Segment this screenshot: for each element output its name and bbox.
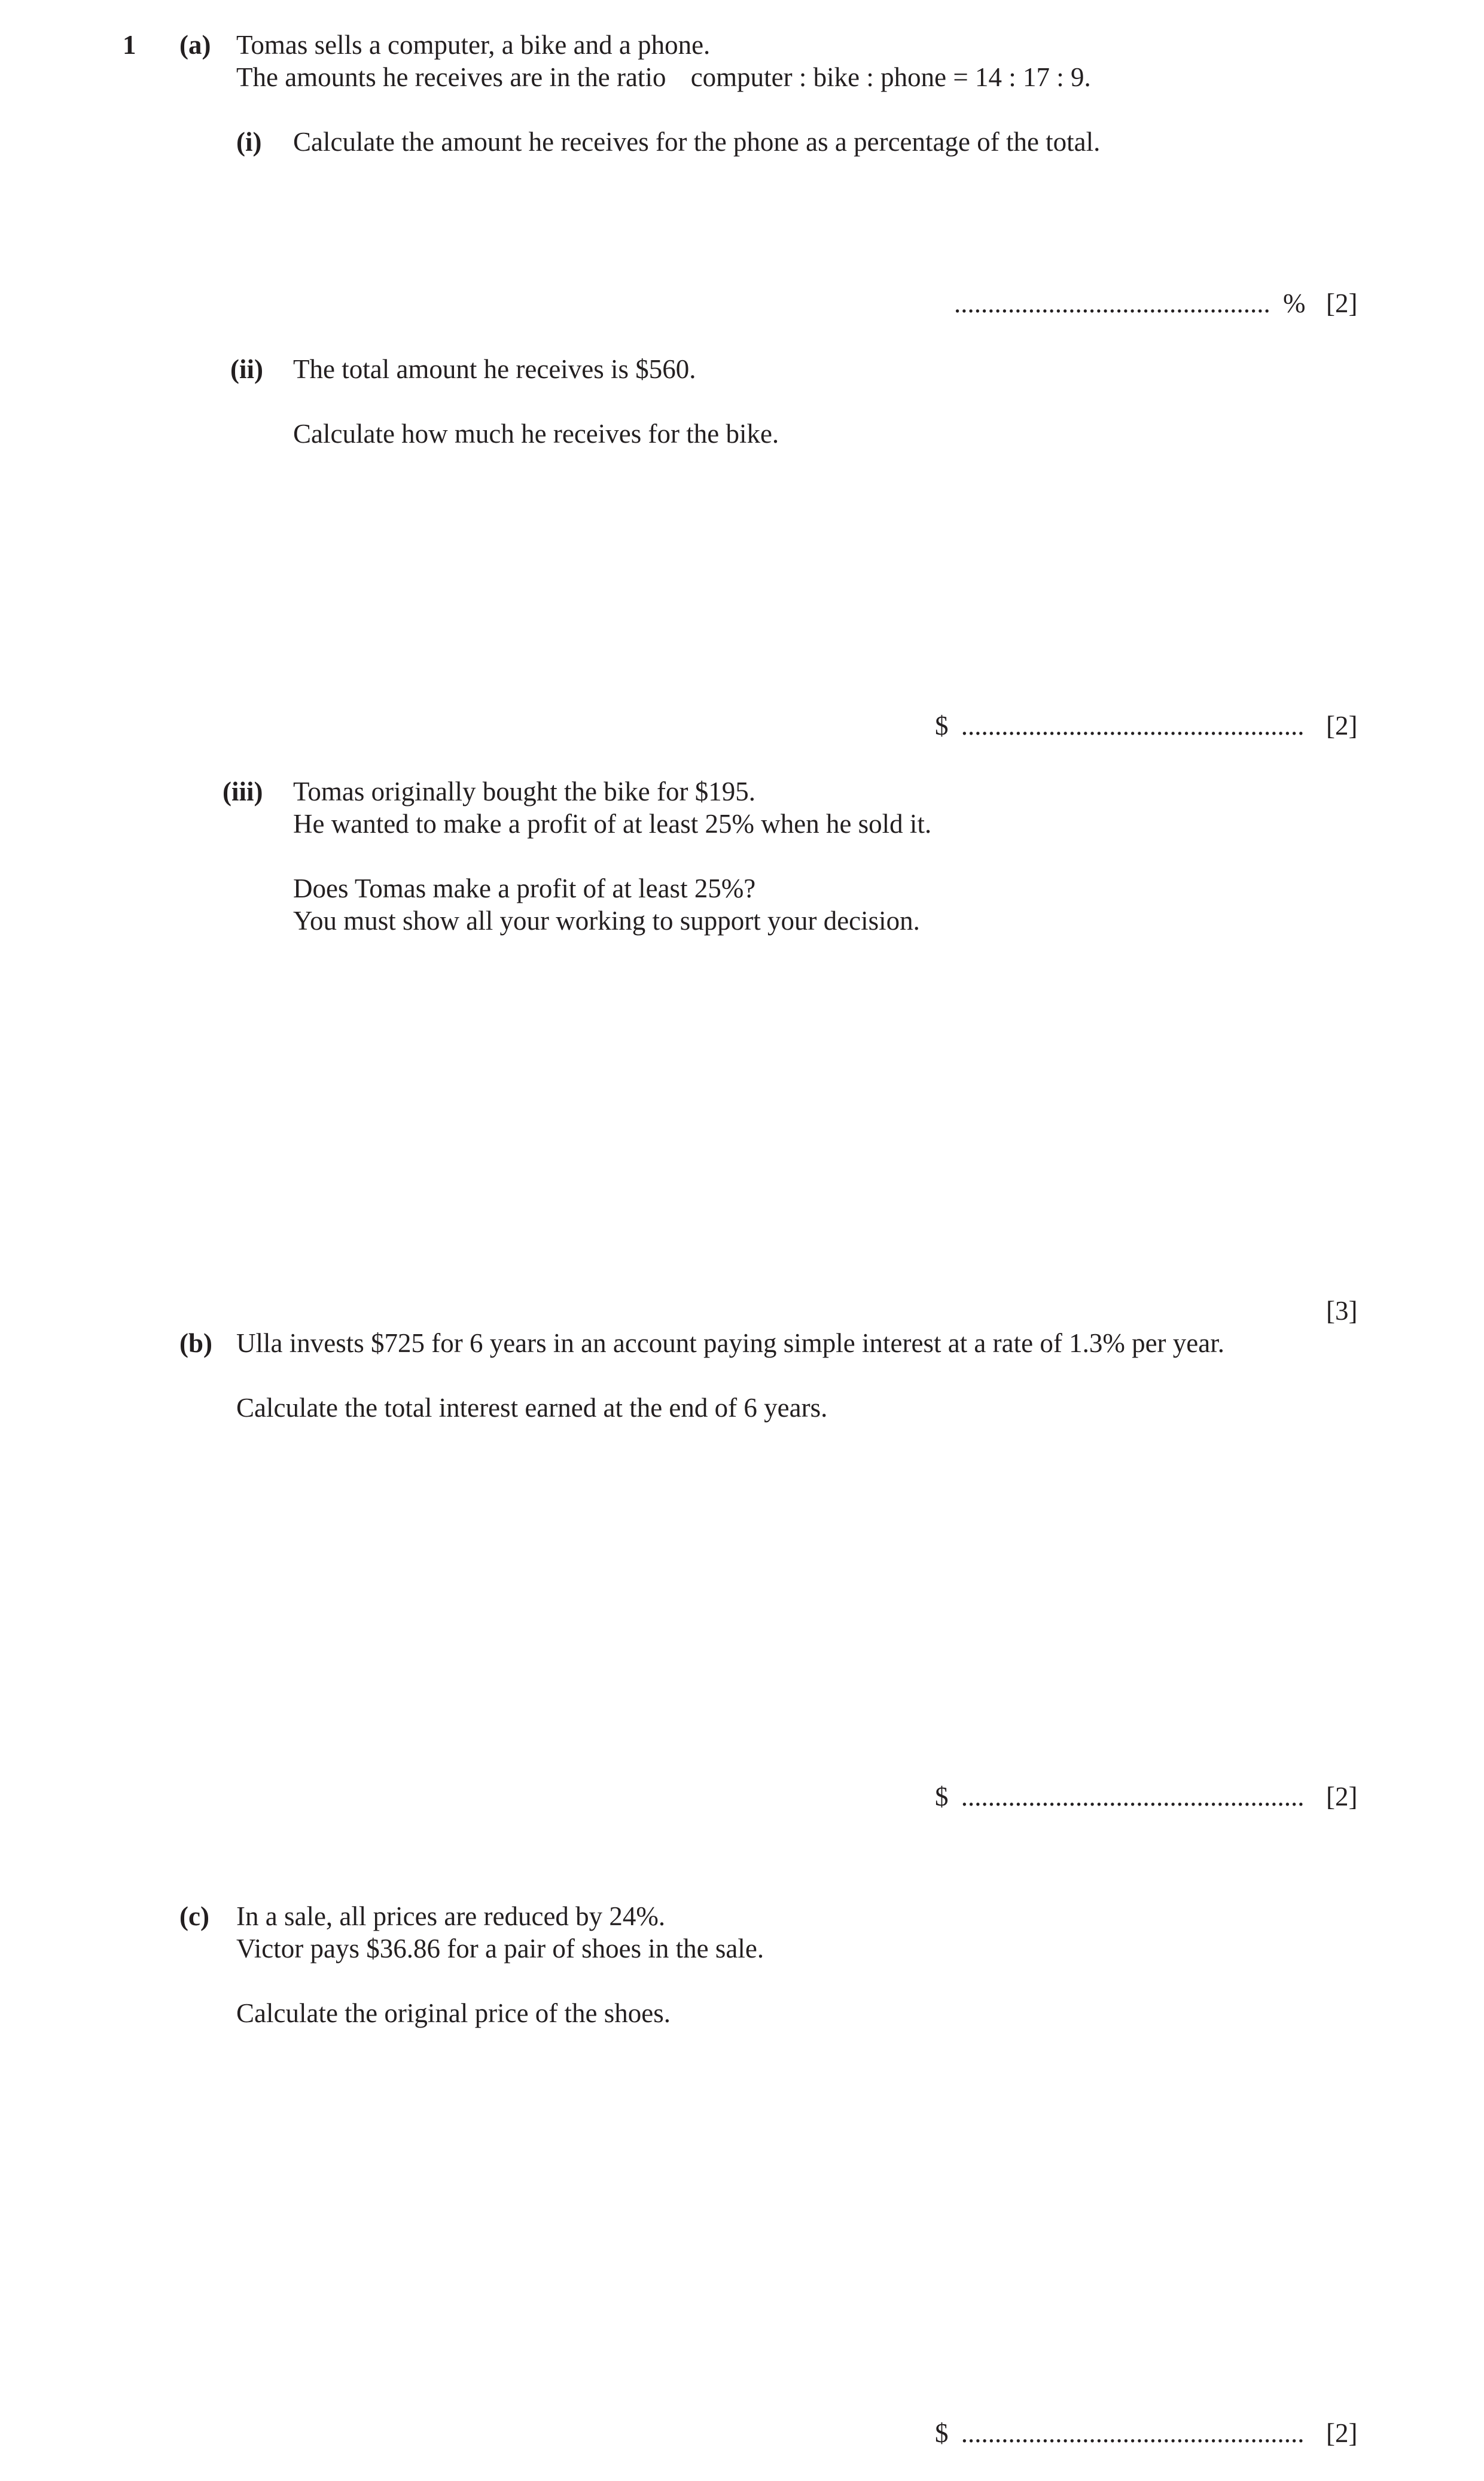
part-a-i-label: (i): [236, 127, 262, 157]
part-a-ii-text2: Calculate how much he receives for the bike.: [293, 419, 779, 449]
part-a-ii-label: (ii): [230, 354, 263, 384]
dollar-sign: $: [935, 711, 949, 741]
part-a-iii-text4: You must show all your working to support your decision.: [293, 906, 920, 936]
part-a-iii-text1: Tomas originally bought the bike for $195.: [293, 777, 755, 806]
dollar-sign: $: [935, 2418, 949, 2448]
answer-dots: ...................................................: [961, 1782, 1305, 1812]
part-b-label: (b): [179, 1328, 212, 1358]
answer-unit: %: [1283, 288, 1306, 318]
part-a-iii-text3: Does Tomas make a profit of at least 25%?: [293, 873, 756, 903]
ratio-statement: computer : bike : phone = 14 : 17 : 9.: [690, 62, 1091, 92]
part-c-text1: In a sale, all prices are reduced by 24%.: [236, 1901, 666, 1931]
part-b-text1: Ulla invests $725 for 6 years in an account paying simple interest at a rate of 1.3% per year.: [236, 1328, 1224, 1358]
answer-line-b[interactable]: [935, 1780, 1305, 1813]
answer-line-a-ii[interactable]: [935, 710, 1305, 742]
dollar-sign: $: [935, 1782, 949, 1812]
part-a-iii-label: (iii): [223, 777, 263, 806]
question-number: 1: [123, 30, 136, 60]
part-a-line1: Tomas sells a computer, a bike and a phone.: [236, 30, 711, 60]
ratio-intro: The amounts he receives are in the ratio: [236, 62, 666, 92]
marks-b: [2]: [1326, 1782, 1358, 1812]
marks-c: [2]: [1326, 2418, 1358, 2448]
marks-a-i: [2]: [1326, 288, 1358, 318]
part-a-label: (a): [179, 30, 211, 60]
part-a-i-text: Calculate the amount he receives for the phone as a percentage of the total.: [293, 127, 1101, 157]
part-c-label: (c): [179, 1901, 209, 1931]
answer-dots: ...................................................: [961, 2418, 1305, 2448]
part-a-ii-text1: The total amount he receives is $560.: [293, 354, 696, 384]
answer-dots: ...............................................: [954, 288, 1270, 318]
answer-line-c[interactable]: [935, 2417, 1305, 2449]
part-c-text2: Victor pays $36.86 for a pair of shoes in the sale.: [236, 1934, 764, 1964]
part-b-text2: Calculate the total interest earned at the end of 6 years.: [236, 1393, 828, 1423]
part-a-line2: [236, 61, 1091, 93]
answer-dots: ...................................................: [961, 711, 1305, 741]
marks-a-ii: [2]: [1326, 711, 1358, 741]
marks-a-iii: [3]: [1326, 1296, 1358, 1326]
part-c-text3: Calculate the original price of the shoes.: [236, 1998, 671, 2028]
part-a-iii-text2: He wanted to make a profit of at least 25% when he sold it.: [293, 809, 932, 839]
answer-line-a-i[interactable]: [954, 287, 1306, 319]
